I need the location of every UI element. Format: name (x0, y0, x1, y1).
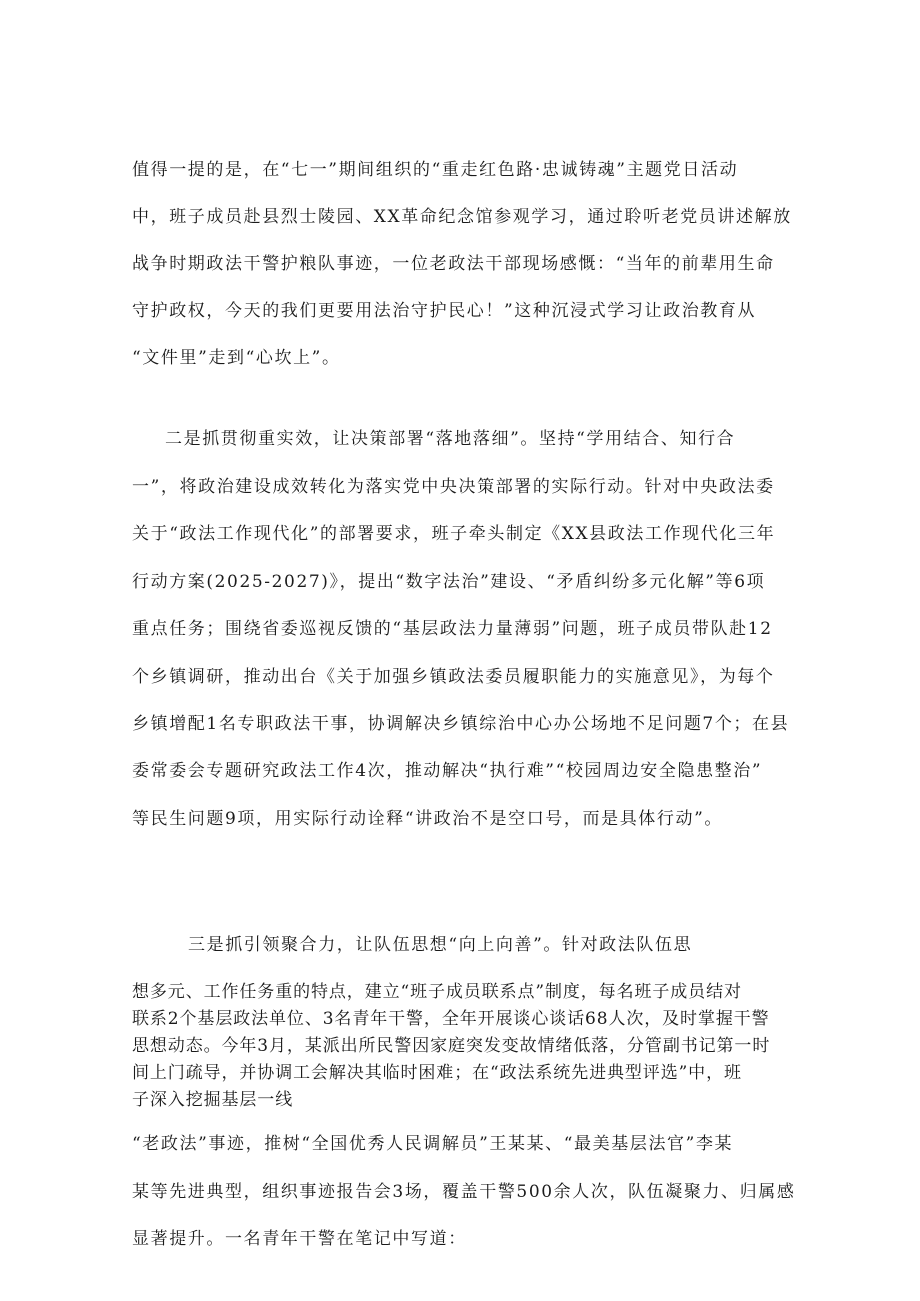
text-line: 某等先进典型，组织事迹报告会3场，覆盖干警500余人次，队伍凝聚力、归属感 (132, 1182, 796, 1202)
text-line: 二是抓贯彻重实效，让决策部署“落地落细”。坚持“学用结合、知行合 (165, 429, 736, 449)
text-line: 一”，将政治建设成效转化为落实党中央决策部署的实际行动。针对中央政法委 (132, 477, 775, 497)
text-line: 关于“政法工作现代化”的部署要求，班子牵头制定《XX县政法工作现代化三年 (132, 524, 776, 544)
text-line: 显著提升。一名青年干警在笔记中写道： (132, 1229, 467, 1249)
text-line: 联系2个基层政法单位、3名青年干警，全年开展谈心谈话68人次，及时掌握干警 (132, 1009, 770, 1029)
text-line: 思想动态。今年3月，某派出所民警因家庭突发变故情绪低落，分管副书记第一时 (132, 1036, 771, 1056)
text-line: 委常委会专题研究政法工作4次，推动解决“执行难”“校园周边安全隐患整治” (132, 761, 763, 781)
text-line: 个乡镇调研，推动出台《关于加强乡镇政法委员履职能力的实施意见》，为每个 (132, 667, 775, 687)
text-line: 值得一提的是，在“七一”期间组织的“重走红色路·忠诚铸魂”主题党日活动 (132, 160, 739, 180)
text-line: 守护政权，今天的我们更要用法治守护民心！”这种沉浸式学习让政治教育从 (132, 301, 757, 321)
text-line: 等民生问题9项，用实际行动诠释“讲政治不是空口号，而是具体行动”。 (132, 809, 723, 829)
text-line: 想多元、工作任务重的特点，建立“班子成员联系点”制度，每名班子成员结对 (132, 982, 742, 1002)
text-line: “文件里”走到“心坎上”。 (132, 348, 341, 368)
text-line: 重点任务；围绕省委巡视反馈的“基层政法力量薄弱”问题，班子成员带队赴12 (132, 619, 773, 639)
text-line: 子深入挖掘基层一线 (132, 1090, 294, 1110)
text-line: “老政法”事迹，推树“全国优秀人民调解员”王某某、“最美基层法官”李某 (132, 1134, 734, 1154)
text-line: 行动方案(2025-2027)》，提出“数字法治”建设、“矛盾纠纷多元化解”等6项 (132, 572, 766, 592)
text-line: 间上门疏导，并协调工会解决其临时困难；在“政法系统先进典型评选”中，班 (132, 1063, 742, 1083)
text-line: 乡镇增配1名专职政法干事，协调解决乡镇综治中心办公场地不足问题7个；在县 (132, 714, 790, 734)
text-line: 战争时期政法干警护粮队事迹，一位老政法干部现场感慨：“当年的前辈用生命 (132, 254, 775, 274)
text-line: 中，班子成员赴县烈士陵园、XX革命纪念馆参观学习，通过聆听老党员讲述解放 (132, 207, 792, 227)
text-line: 三是抓引领聚合力，让队伍思想“向上向善”。针对政法队伍思 (188, 935, 693, 955)
